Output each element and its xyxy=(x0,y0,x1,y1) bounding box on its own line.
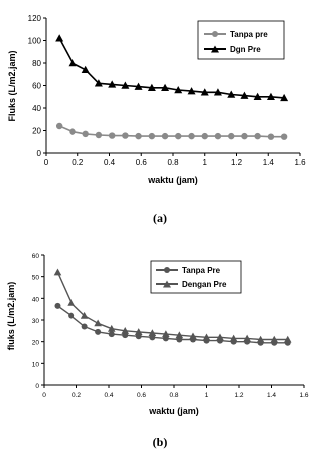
chart-b-series-1-line xyxy=(58,306,288,343)
chart-a-xlabel: waktu (jam) xyxy=(148,175,198,185)
chart-a-ytick-label: 0 xyxy=(36,149,41,158)
chart-b-ytick-label: 10 xyxy=(31,361,39,369)
chart-a-yticks xyxy=(28,14,46,158)
chart-a-series-2-point xyxy=(55,34,63,41)
chart-a-legend-marker-1 xyxy=(212,31,218,37)
chart-a-series-1-point xyxy=(56,123,62,129)
chart-a-series-1-point xyxy=(82,131,88,137)
chart-a-legend-label-1: Tanpa pre xyxy=(230,30,268,39)
chart-a-series-1-point xyxy=(268,133,274,139)
chart-a-series-1-point xyxy=(188,133,194,139)
chart-b-ytick-label: 20 xyxy=(31,339,39,347)
chart-b-xtick-label: 1.4 xyxy=(266,392,277,399)
chart-b-legend-marker-1 xyxy=(164,267,170,273)
chart-b-xtick-label: 1.2 xyxy=(234,392,244,399)
chart-b-legend-label-2: Dengan Pre xyxy=(182,280,227,289)
chart-b-ytick-label: 60 xyxy=(31,253,39,260)
chart-b-series-2-point xyxy=(67,299,75,306)
chart-a-ytick-label: 40 xyxy=(32,104,41,113)
chart-a-xtick-label: 1.6 xyxy=(294,158,306,167)
chart-a-xticks xyxy=(44,153,306,167)
chart-b-caption: (b) xyxy=(152,435,168,449)
chart-a-series-1-point xyxy=(241,133,247,139)
chart-a-series-1-point xyxy=(162,133,168,139)
chart-b-xtick-label: 0.2 xyxy=(71,392,82,399)
chart-b-series-1-point xyxy=(82,324,88,330)
chart-b-ytick-label: 30 xyxy=(31,318,39,325)
chart-a-legend-label-2: Dgn Pre xyxy=(230,45,261,54)
chart-b-xticks xyxy=(42,385,309,399)
chart-b-legend xyxy=(151,261,241,293)
chart-a-series-1-point xyxy=(254,133,260,139)
chart-a-series-1-point xyxy=(96,132,102,138)
chart-a xyxy=(7,14,306,225)
chart-a-ytick-label: 80 xyxy=(32,59,41,68)
chart-a-ytick-label: 100 xyxy=(27,36,41,46)
chart-a-series-1-point xyxy=(175,133,181,139)
chart-a-ytick-label: 20 xyxy=(32,126,41,136)
chart-a-series-1-point xyxy=(215,133,221,139)
chart-b-legend-label-1: Tanpa Pre xyxy=(182,266,221,275)
chart-a-series-1-point xyxy=(122,132,128,138)
chart-b-ylabel: fluks (L/m2.jam) xyxy=(6,281,16,351)
chart-a-legend xyxy=(198,21,284,59)
chart-a-xtick-label: 1.4 xyxy=(262,158,274,167)
chart-a-series-1-point xyxy=(228,133,234,139)
chart-b-series-1-point xyxy=(95,329,101,335)
chart-a-series-1-line xyxy=(59,126,284,137)
chart-a-xtick-label: 1.2 xyxy=(230,158,243,167)
chart-b-series-2-point xyxy=(94,319,102,326)
chart-a-series-1-point xyxy=(149,133,155,139)
chart-a-caption: (a) xyxy=(153,211,167,225)
chart-b-xtick-label: 1 xyxy=(204,392,209,399)
chart-b-xtick-label: 0.8 xyxy=(169,392,179,399)
chart-a-xtick-label: 0.4 xyxy=(103,158,116,167)
chart-b-xlabel: waktu (jam) xyxy=(149,406,199,416)
chart-b-series-1-point xyxy=(54,303,60,309)
chart-b-series-1-point xyxy=(109,331,115,337)
chart-a-series-2-point xyxy=(69,59,77,66)
chart-b-series-2-point xyxy=(54,269,62,276)
chart-b-xtick-label: 0.4 xyxy=(104,392,114,399)
chart-a-series-1-point xyxy=(109,132,115,138)
chart-a-series-1-point xyxy=(69,128,75,134)
chart-b-yticks xyxy=(32,253,44,390)
chart-b-xtick-label: 1.6 xyxy=(299,392,309,399)
chart-a-series-1-point xyxy=(281,133,287,139)
chart-a-xtick-label: 0 xyxy=(43,158,49,167)
chart-b-xtick-label: 0.6 xyxy=(136,392,147,399)
chart-a-xtick-label: 0.8 xyxy=(167,158,179,167)
chart-a-xtick-label: 0.2 xyxy=(72,158,84,167)
chart-b-ytick-label: 50 xyxy=(31,274,39,282)
chart-b-ytick-label: 0 xyxy=(35,383,39,390)
chart-a-xtick-label: 0.6 xyxy=(135,158,147,167)
chart-a-xtick-label: 1 xyxy=(202,158,207,167)
chart-a-ytick-label: 60 xyxy=(32,81,41,91)
chart-b-ytick-label: 40 xyxy=(31,296,39,304)
chart-a-ytick-label: 120 xyxy=(27,14,41,23)
chart-a-series-1-point xyxy=(202,133,208,139)
chart-b-series-1-point xyxy=(68,313,74,319)
chart-a-ylabel: Fluks (L/m2.jam) xyxy=(7,50,17,122)
chart-b-xtick-label: 0 xyxy=(42,392,46,399)
chart-b xyxy=(6,253,309,449)
chart-a-series-1-point xyxy=(135,133,141,139)
chart-a-series-2-point xyxy=(82,66,90,73)
